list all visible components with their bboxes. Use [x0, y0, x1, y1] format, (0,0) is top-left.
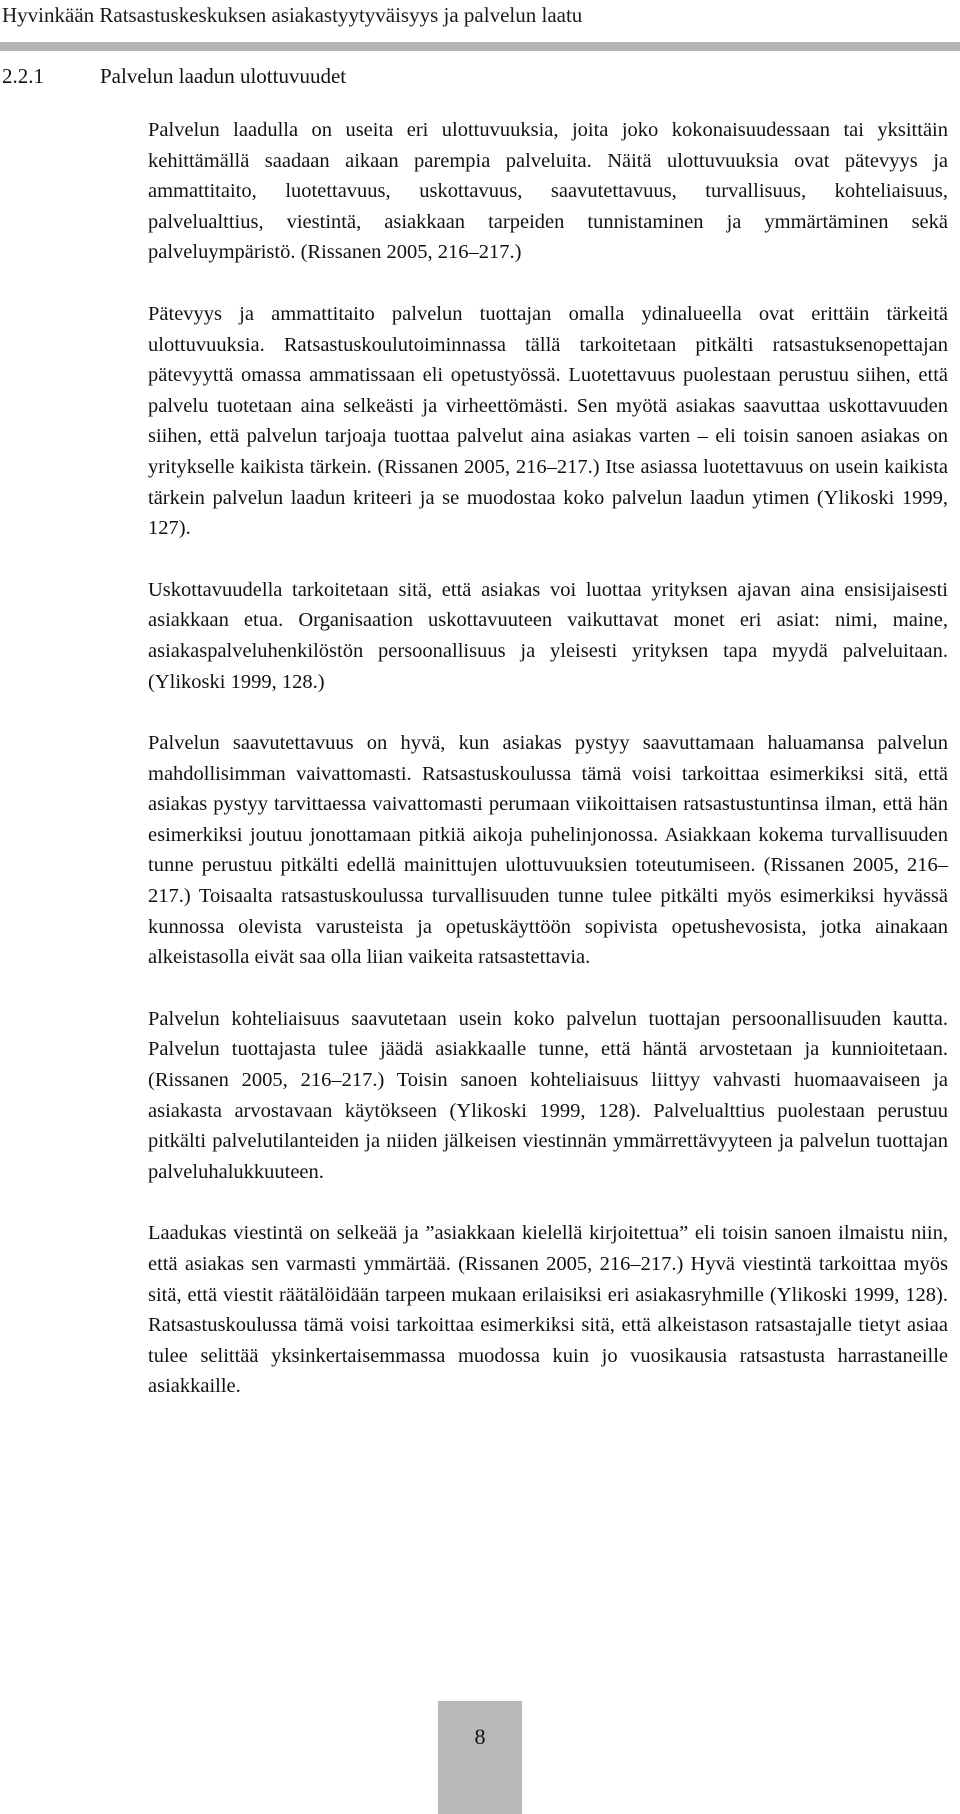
- page-number-box: [438, 1701, 522, 1814]
- paragraph: Uskottavuudella tarkoitetaan sitä, että asiakas voi luottaa yrityksen ajavan aina ensisijaisesti asiakkaan etua. Organisaation uskottavuuteen vaikuttavat monet eri asiat: nimi, maine, asiakaspalveluhenkilöstön persoonallisuus ja yleisesti yrityksen tapa myydä palveluitaan. (Ylikoski 1999, 128.): [148, 578, 948, 693]
- paragraph: Laadukas viestintä on selkeää ja ”asiakkaan kielellä kirjoitettua” eli toisin sanoen ilmaistu niin, että asiakas sen varmasti ymmärtää. (Rissanen 2005, 216–217.) Hyvä viestintä tarkoittaa myös sitä, että viestit räätälöidään tarpeen mukaan erilaisiksi eri asiakasryhmille (Ylikoski 1999, 128). Ratsastuskoulussa tämä voisi tarkoittaa esimerkiksi sitä, että alkeistason ratsastajalle tietyt asiaa tulee selittää yksinkertaisemmassa muodossa kuin jo vuosikausia ratsastusta harrastaneille asiakkaille.: [148, 1222, 948, 1398]
- page-number: 8: [474, 1724, 486, 1749]
- section-title: Palvelun laadun ulottuvuudet: [100, 64, 347, 88]
- section-number: 2.2.1: [2, 64, 44, 88]
- paragraph: Palvelun laadulla on useita eri ulottuvuuksia, joita joko kokonaisuudessaan tai yksittäin kehittämällä saadaan aikaan parempia palveluita. Näitä ulottuvuuksia ovat pätevyys ja ammattitaito, luotettavuus, uskottavuus, saavutettavuus, turvallisuus, kohteliaisuus, palvelualttius, viestintä, asiakkaan tarpeiden tunnistaminen ja ymmärtäminen sekä palveluympäristö. (Rissanen 2005, 216–217.): [148, 119, 948, 264]
- paragraph: Palvelun saavutettavuus on hyvä, kun asiakas pystyy saavuttamaan haluamansa palvelun mahdollisimman vaivattomasti. Ratsastuskoulussa tämä voisi tarkoittaa esimerkiksi sitä, että asiakas pystyy tarvittaessa vaivattomasti perumaan viikoittaisen ratsastustuntinsa ilman, että hän esimerkiksi joutuu jonottamaan pitkiä aikoja puhelinjonossa. Asiakkaan kokema turvallisuuden tunne perustuu pitkälti edellä mainittujen ulottuvuuksien toteutumiseen. (Rissanen 2005, 216–217.) Toisaalta ratsastuskoulussa turvallisuuden tunne tulee pitkälti myös esimerkiksi hyvässä kunnossa olevista varusteista ja opetuskäyttöön sopivista opetushevosista, jotka ainakaan alkeistasolla eivät saa olla liian vaikeita ratsastettavia.: [148, 732, 948, 969]
- section-heading: [2, 61, 346, 91]
- header-rule: [0, 42, 960, 51]
- paragraph: Palvelun kohteliaisuus saavutetaan usein koko palvelun tuottajan persoonallisuuden kautta. Palvelun tuottajasta tulee jäädä asiakkaalle tunne, että häntä arvostetaan ja kunnioitetaan. (Rissanen 2005, 216–217.) Toisin sanoen kohteliaisuus liittyy vahvasti huomaavaiseen ja asiakasta arvostavaan käytökseen (Ylikoski 1999, 128). Palvelualttius puolestaan perustuu pitkälti palvelutilanteiden ja niiden jälkeisen viestinnän ymmärrettävyyteen ja palvelun tuottajan palveluhalukkuuteen.: [148, 1007, 948, 1183]
- running-header: Hyvinkään Ratsastuskeskuksen asiakastyytyväisyys ja palvelun laatu: [2, 3, 583, 27]
- body-text: [148, 115, 948, 1433]
- paragraph: Pätevyys ja ammattitaito palvelun tuottajan omalla ydinalueella ovat erittäin tärkeitä ulottuvuuksia. Ratsastuskoulutoiminnassa tällä tarkoitetaan pitkälti ratsastuksenopettajan pätevyyttä omassa ammatissaan eli opetustyössä. Luotettavuus puolestaan perustuu siihen, että palvelu tuotetaan aina selkeästi ja virheettömästi. Sen myötä asiakas saavuttaa uskottavuuden siihen, että palvelun tarjoaja tuottaa palvelut aina asiakas varten – eli toisin sanoen asiakas on yritykselle kaikista tärkein. (Rissanen 2005, 216–217.) Itse asiassa luotettavuus on usein kaikista tärkein palvelun laadun kriteeri ja se muodostaa koko palvelun laadun ytimen (Ylikoski 1999, 127).: [148, 302, 948, 540]
